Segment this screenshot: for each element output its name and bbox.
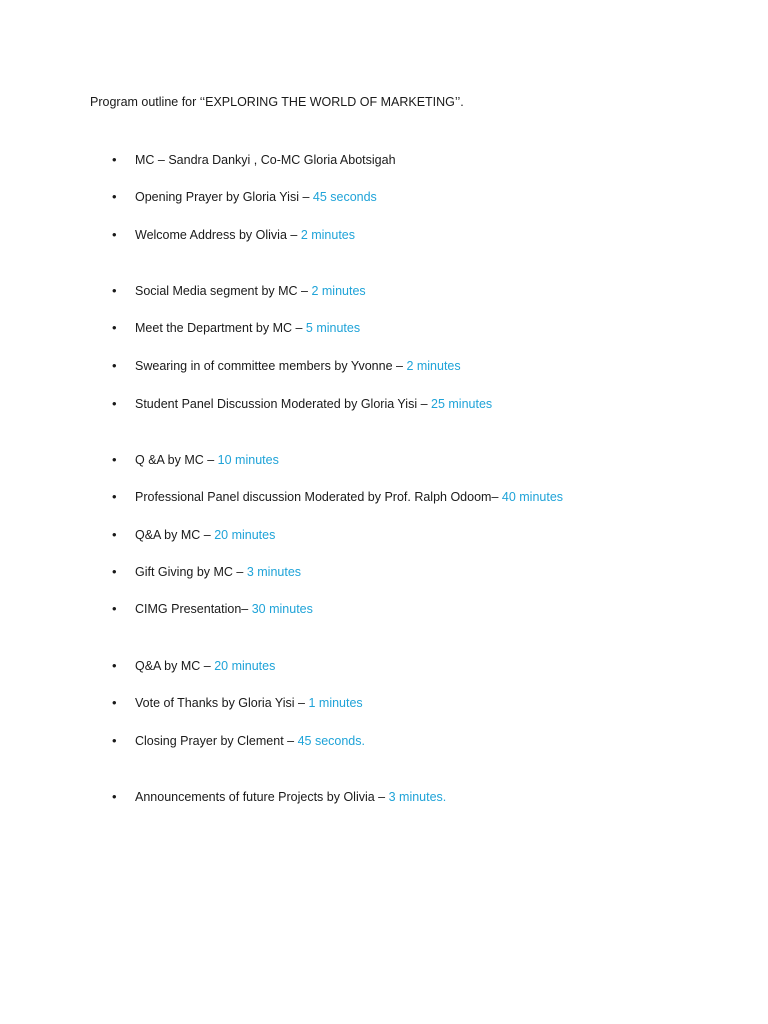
list-item [112, 151, 396, 169]
list-item [112, 451, 279, 469]
list-item [112, 657, 275, 675]
bullet-icon: • [112, 227, 117, 242]
item-text: Closing Prayer by Clement – [135, 734, 298, 748]
list-item [112, 319, 360, 337]
list-item [112, 357, 461, 375]
bullet-icon: • [112, 564, 117, 579]
item-duration: 2 minutes [311, 284, 366, 298]
bullet-icon: • [112, 601, 117, 616]
list-item [112, 563, 301, 581]
list-item [112, 488, 563, 506]
item-text: Welcome Address by Olivia – [135, 228, 301, 242]
item-duration: 2 minutes [300, 228, 356, 242]
list-item [112, 526, 275, 544]
item-duration: 3 minutes [246, 565, 302, 579]
item-duration: 30 minutes [251, 602, 313, 616]
item-text: Meet the Department by MC – [135, 321, 306, 335]
bullet-icon: • [112, 189, 117, 204]
list-item [112, 788, 446, 806]
bullet-icon: • [112, 527, 117, 542]
bullet-icon: • [112, 733, 117, 748]
item-text: Student Panel Discussion Moderated by Gloria Yisi – [135, 397, 431, 411]
item-text: CIMG Presentation– [135, 602, 252, 616]
item-text: Q&A by MC – [135, 659, 215, 673]
bullet-icon: • [112, 695, 117, 710]
bullet-icon: • [112, 283, 117, 298]
item-text: Swearing in of committee members by Yvonne – [135, 359, 407, 373]
bullet-icon: • [112, 452, 117, 467]
list-item [112, 226, 355, 244]
item-text: Q&A by MC – [135, 528, 215, 542]
item-duration: 3 minutes. [388, 790, 447, 804]
list-item [112, 600, 313, 618]
list-item [112, 395, 492, 413]
bullet-icon: • [112, 789, 117, 804]
bullet-icon: • [112, 658, 117, 673]
item-text: MC – Sandra Dankyi , Co-MC Gloria Abotsigah [135, 153, 396, 167]
item-duration: 5 minutes [305, 321, 361, 335]
item-text: Q &A by MC – [135, 453, 218, 467]
item-text: Announcements of future Projects by Olivia – [135, 790, 389, 804]
list-item [112, 732, 365, 750]
item-text: Opening Prayer by Gloria Yisi – [135, 190, 313, 204]
bullet-icon: • [112, 320, 117, 335]
item-text: Vote of Thanks by Gloria Yisi – [135, 696, 309, 710]
item-duration: 10 minutes [217, 453, 279, 467]
item-duration: 1 minutes [308, 696, 363, 710]
item-duration: 20 minutes [214, 659, 276, 673]
bullet-icon: • [112, 396, 117, 411]
bullet-icon: • [112, 152, 117, 167]
list-item [112, 694, 363, 712]
document-title: Program outline for ‘‘EXPLORING THE WORLD OF MARKETING’’. [90, 95, 464, 109]
item-text: Professional Panel discussion Moderated by Prof. Ralph Odoom– [135, 490, 502, 504]
bullet-icon: • [112, 358, 117, 373]
bullet-icon: • [112, 489, 117, 504]
item-duration: 2 minutes [406, 359, 461, 373]
item-duration: 20 minutes [214, 528, 276, 542]
item-duration: 25 minutes [431, 397, 493, 411]
list-item [112, 188, 377, 206]
item-duration: 45 seconds [312, 190, 377, 204]
item-duration: 40 minutes [501, 490, 564, 504]
list-item [112, 282, 366, 300]
item-text: Gift Giving by MC – [135, 565, 247, 579]
item-duration: 45 seconds. [297, 734, 365, 748]
item-text: Social Media segment by MC – [135, 284, 312, 298]
